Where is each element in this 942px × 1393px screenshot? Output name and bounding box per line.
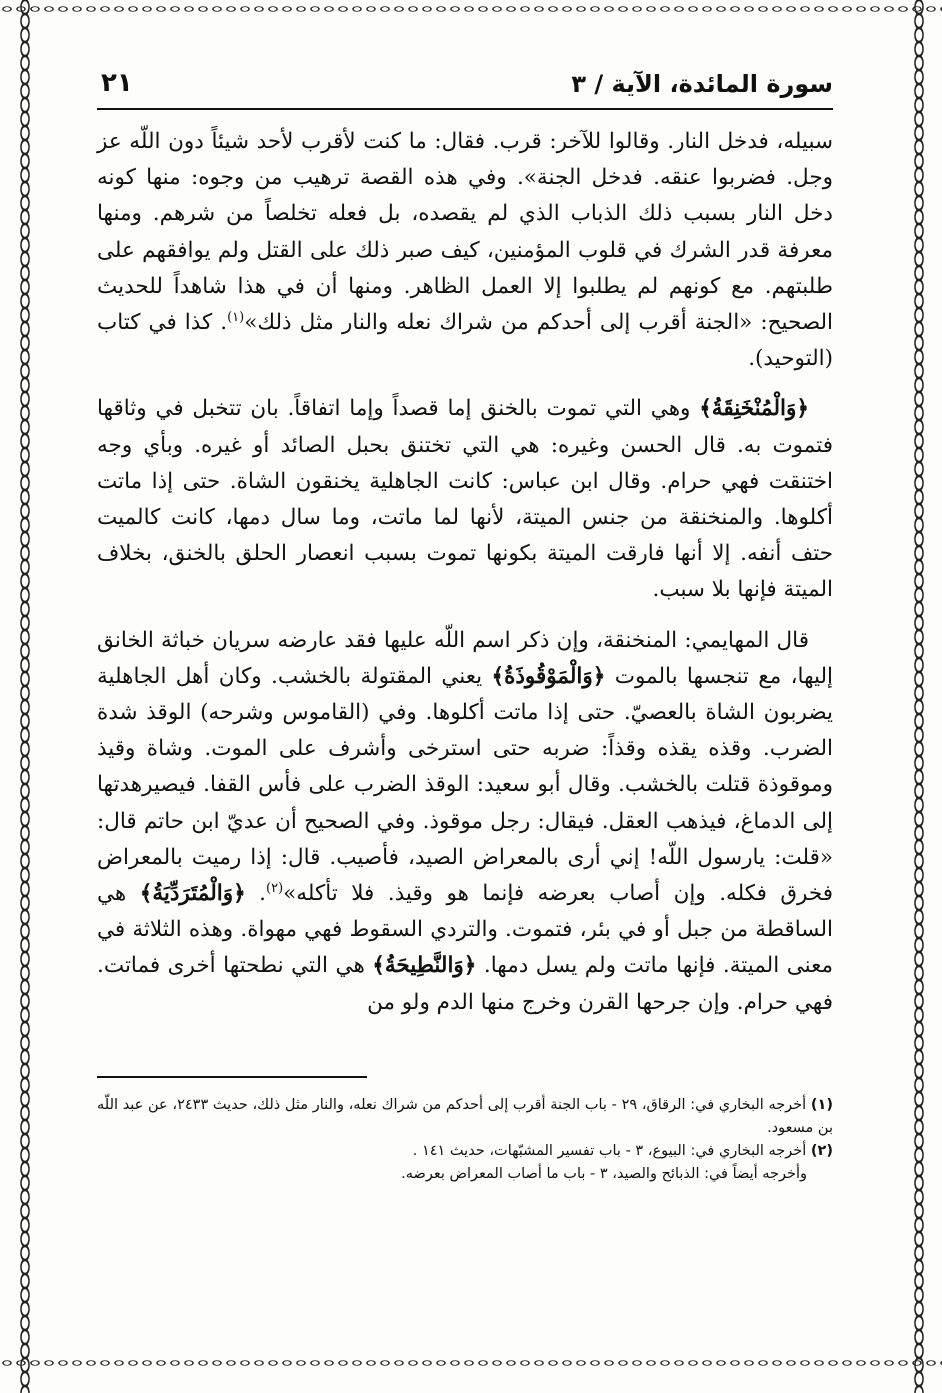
body-text [97,124,833,1021]
decorative-border-right [912,0,926,1393]
text-run: هي التي نطحتها أخرى فماتت. فهي حرام. وإن جرحها القرن وخرج منها الدم ولو من [97,953,833,1015]
decorative-border-bottom [0,1356,942,1370]
footnote-text: أخرجه البخاري في: الرقاق، ٢٩ - باب الجنة أقرب إلى أحدكم من شراك نعله، والنار مثل ذلك، حديث ٢٤٣٣، عن عبد اللّه بن مسعود. [97,1097,833,1136]
text-run: هي الساقطة من جبل أو في بئر، فتموت. والتردي السقوط فهي مهواة. وهذه الثلاثة في معنى الميتة. فإنها ماتت ولم يسل دمها. [97,881,834,979]
text-run: . كذا في كتاب (التوحيد). [97,310,833,372]
text-run: وهي التي تموت بالخنق إما قصداً وإما اتفاقاً. بان تتخبل في وثاقها فتموت به. قال الحسن وغيره: هي التي تختنق بحبل الصائد أو غيره. وبأي وجه اختنقت فهي حرام. وقال ابن عباس: كانت الجاهلية يخنقون الشاة. حتى إذا ماتت أكلوها. والمنخنقة من جنس الميتة، لأنها لما ماتت، وما سال دمها، كانت كالميت حتف أنفه. إلا أنها فارقت الميتة بكونها تموت بسبب انعصار الحلق بالخنق، بخلاف الميتة فإنها بلا سبب. [97,396,833,603]
footnote [97,1140,833,1163]
footnote-text: وأخرجه أيضاً في: الذبائح والصيد، ٣ - باب ما أصاب المعراض بعرضه. [401,1166,807,1182]
quran-term: ﴿وَالنَّطِيحَةُ﴾ [372,953,477,979]
footnote [97,1163,833,1186]
page-number: ٢١ [101,68,133,98]
quran-term: ﴿وَالْمُنْخَنِقَةُ﴾ [699,396,809,422]
text-run: يعني المقتولة بالخشب. وكان أهل الجاهلية يضربون الشاة بالعصيّ. حتى إذا ماتت أكلوها. وفي (القاموس وشرحه) الوقذ شدة الضرب. وقذه يقذه وقذاً: ضربه حتى استرخى وأشرف على الموت. وشاة وقيذ وموقوذة قتلت بالخشب. وقال أبو سعيد: الوقذ الضرب على فأس القفا. فيصيرهدتها إلى الدماغ، فيذهب العقل. فيقال: رجل موقوذ. وفي الصحيح أن عديّ ابن حاتم قال: «قلت: يارسول اللّه! إني أرى بالمعراض الصيد، فأصيب. قال: إذا رميت بالمعراض فخرق فكله. وإن أصاب بعرضه فإنما هو وقيذ. فلا تأكله» [97,663,834,907]
footnote-number: (٢) [810,1143,833,1159]
quran-term: ﴿وَالْمَوْقُوذَةُ﴾ [491,663,606,689]
footnotes [97,1094,833,1186]
page [97,66,833,1035]
footnote [97,1094,833,1140]
footnote-separator [97,1076,367,1078]
paragraph [97,124,833,377]
text-run: سبيله، فدخل النار. وقالوا للآخر: قرب. فقال: ما كنت لأقرب لأحد شيئاً دون اللّه عز وجل. فضربوا عنقه. فدخل الجنة». وفي هذه القصة ترهيب من وجوه: منها كونه دخل النار بسبب ذلك الذباب الذي لم يقصده، بل فعله تخلصاً من شرهم. ومنها معرفة قدر الشرك في قلوب المؤمنين، كيف صبر ذلك على القتل ولم يوافقهم على طلبتهم. مع كونهم لم يطلبوا إلا العمل الظاهر. ومنها أن في هذا شاهداً للحديث الصحيح: «الجنة أقرب إلى أحدكم من شراك نعله والنار مثل ذلك» [97,129,833,336]
decorative-border-top [0,2,942,16]
footnote-reference: (١) [227,309,245,325]
footnote-number: (١) [810,1097,833,1113]
text-run: . [245,881,267,907]
text-run: قال المهايمي: المنخنقة، وإن ذكر اسم اللّه عليها فقد عارضه سريان خباثة الخانق إليها، مع تنجسها بالموت [97,627,833,689]
running-header [97,66,833,110]
footnote-text: أخرجه البخاري في: البيوع، ٣ - باب تفسير المشبّهات، حديث ١٤١ . [412,1143,807,1159]
quran-term: ﴿وَالْمُتَرَدِّيَةُ﴾ [139,881,246,907]
footnote-reference: (٢) [266,880,284,896]
decorative-border-left [18,0,32,1393]
surah-title: سورة المائدة، الآية / ٣ [571,70,833,98]
paragraph [97,623,833,1021]
paragraph [97,391,833,608]
